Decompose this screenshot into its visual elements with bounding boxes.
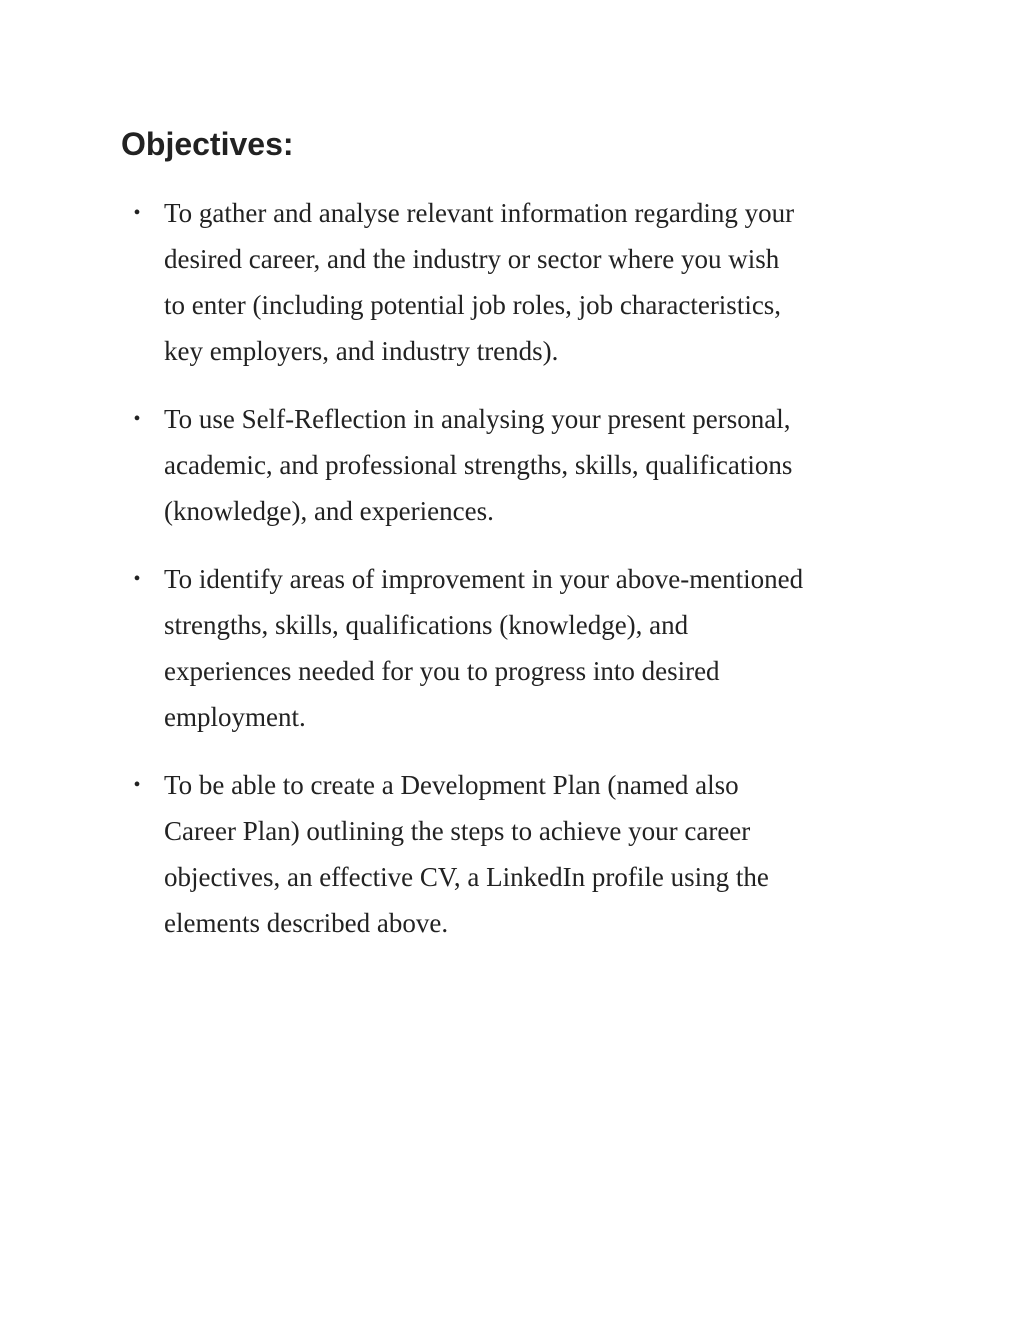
objective-line: To identify areas of improvement in your above-mentioned: [164, 564, 804, 594]
objective-item-areas-of-improvement: [133, 556, 924, 740]
objective-line: elements described above.: [164, 908, 449, 938]
objective-line: to enter (including potential job roles, job characteristics,: [164, 290, 782, 320]
objective-item-development-plan: [133, 762, 924, 946]
objective-line: Career Plan) outlining the steps to achieve your career: [164, 816, 751, 846]
objective-line: To be able to create a Development Plan (named also: [164, 770, 739, 800]
bullet-icon: •: [133, 408, 141, 430]
objectives-list: [133, 190, 924, 968]
objective-line: employment.: [164, 702, 306, 732]
objective-line: experiences needed for you to progress into desired: [164, 656, 720, 686]
objective-line: key employers, and industry trends).: [164, 336, 559, 366]
objective-line: academic, and professional strengths, skills, qualifications: [164, 450, 793, 480]
objective-line: strengths, skills, qualifications (knowledge), and: [164, 610, 689, 640]
bullet-icon: •: [133, 568, 141, 590]
objective-item-self-reflection: [133, 396, 924, 534]
objectives-heading: Objectives:: [121, 126, 294, 162]
objective-line: To use Self-Reflection in analysing your present personal,: [164, 404, 791, 434]
bullet-icon: •: [133, 202, 141, 224]
objective-line: objectives, an effective CV, a LinkedIn profile using the: [164, 862, 769, 892]
objective-line: (knowledge), and experiences.: [164, 496, 494, 526]
objective-item-gather-information: [133, 190, 924, 374]
objective-line: desired career, and the industry or sector where you wish: [164, 244, 780, 274]
objective-line: To gather and analyse relevant information regarding your: [164, 198, 795, 228]
bullet-icon: •: [133, 774, 141, 796]
